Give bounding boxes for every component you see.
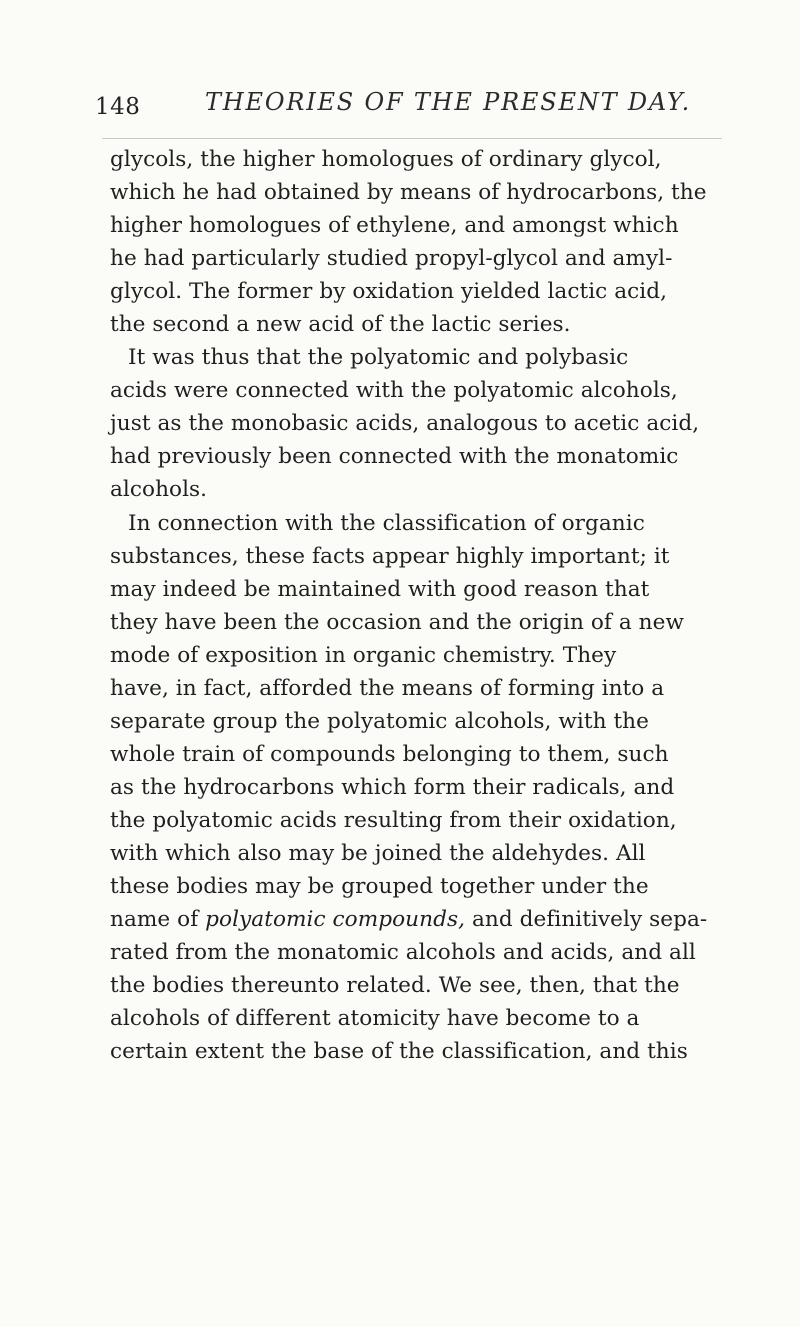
text-line: substances, these facts appear highly important; it: [110, 543, 670, 569]
text-line: whole train of compounds belonging to them, such: [110, 741, 669, 767]
text-line: with which also may be joined the aldehydes. All: [110, 840, 646, 866]
text-line: these bodies may be grouped together under the: [110, 874, 649, 900]
italic-term: polyatomic compounds,: [205, 907, 466, 933]
text-line: rated from the monatomic alcohols and acids, and all: [110, 940, 696, 966]
running-title: THEORIES OF THE PRESENT DAY.: [205, 88, 692, 116]
text-segment: name of: [110, 907, 206, 933]
paragraph-start-line: It was thus that the polyatomic and polybasic: [128, 345, 629, 371]
text-line: which he had obtained by means of hydrocarbons, the: [110, 180, 707, 206]
text-line: mode of exposition in organic chemistry. They: [110, 642, 617, 668]
text-line: acids were connected with the polyatomic alcohols,: [110, 378, 678, 404]
text-line: had previously been connected with the monatomic: [110, 444, 679, 470]
text-line: glycol. The former by oxidation yielded lactic acid,: [110, 279, 668, 305]
text-line: the second a new acid of the lactic series.: [110, 312, 571, 338]
text-line: higher homologues of ethylene, and amongst which: [110, 213, 679, 239]
page-header: [95, 88, 715, 128]
text-line: he had particularly studied propyl-glycol and amyl-: [110, 246, 673, 272]
text-line: may indeed be maintained with good reason that: [110, 576, 650, 602]
text-line: just as the monobasic acids, analogous to acetic acid,: [110, 411, 700, 437]
text-line: they have been the occasion and the origin of a new: [110, 609, 684, 635]
page-number: 148: [95, 94, 141, 120]
text-line: alcohols of different atomicity have become to a: [110, 1006, 640, 1032]
text-line: as the hydrocarbons which form their radicals, and: [110, 774, 675, 800]
text-line: alcohols.: [110, 477, 208, 503]
text-line: the bodies thereunto related. We see, then, that the: [110, 973, 680, 999]
text-line: separate group the polyatomic alcohols, with the: [110, 708, 649, 734]
text-line-with-emphasis: [110, 903, 772, 936]
text-line: have, in fact, afforded the means of forming into a: [110, 675, 665, 701]
paragraph-start-line: In connection with the classification of organic: [128, 510, 645, 536]
body-text: [110, 143, 772, 1068]
text-segment: and definitively sepa-: [465, 907, 708, 933]
header-rule: [102, 138, 722, 139]
text-line: the polyatomic acids resulting from their oxidation,: [110, 807, 677, 833]
text-line: glycols, the higher homologues of ordinary glycol,: [110, 147, 662, 172]
text-line: certain extent the base of the classification, and this: [110, 1039, 688, 1065]
